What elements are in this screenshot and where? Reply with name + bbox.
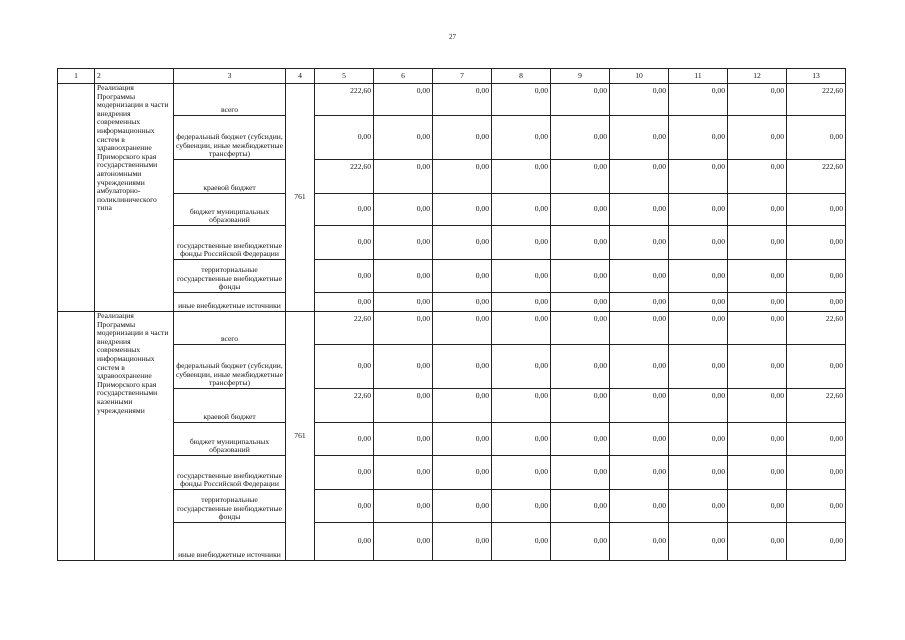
table-row (58, 389, 846, 423)
table-row (58, 456, 846, 490)
value-cell: 22,60 (315, 389, 374, 423)
value-cell: 0,00 (492, 84, 551, 116)
value-cell: 0,00 (551, 293, 610, 312)
funding-source: территориальные государственные внебюджетные фонды (174, 260, 286, 293)
value-cell: 0,00 (787, 226, 846, 260)
value-cell: 0,00 (669, 260, 728, 293)
value-cell: 0,00 (610, 389, 669, 423)
value-cell: 0,00 (433, 194, 492, 226)
value-cell: 0,00 (315, 260, 374, 293)
value-cell: 0,00 (787, 456, 846, 490)
page-number: 27 (449, 33, 456, 41)
table-row (58, 84, 846, 116)
value-cell: 0,00 (787, 260, 846, 293)
value-cell: 0,00 (315, 226, 374, 260)
value-cell: 0,00 (551, 456, 610, 490)
value-cell: 0,00 (787, 194, 846, 226)
value-cell: 0,00 (610, 260, 669, 293)
header-cell: 12 (728, 69, 787, 84)
value-cell: 0,00 (492, 389, 551, 423)
funding-source: всего (174, 84, 286, 116)
value-cell: 0,00 (433, 293, 492, 312)
value-cell: 222,60 (787, 160, 846, 194)
value-cell: 0,00 (374, 194, 433, 226)
value-cell: 0,00 (374, 160, 433, 194)
value-cell: 0,00 (315, 345, 374, 389)
table-row (58, 423, 846, 456)
value-cell: 0,00 (374, 293, 433, 312)
value-cell: 0,00 (610, 116, 669, 160)
value-cell: 0,00 (433, 260, 492, 293)
value-cell: 0,00 (433, 345, 492, 389)
value-cell: 0,00 (728, 160, 787, 194)
value-cell: 0,00 (315, 194, 374, 226)
table-row (58, 312, 846, 345)
value-cell: 0,00 (551, 490, 610, 523)
value-cell: 0,00 (492, 116, 551, 160)
header-cell: 1 (58, 69, 95, 84)
value-cell: 0,00 (374, 226, 433, 260)
header-cell: 10 (610, 69, 669, 84)
value-cell: 0,00 (315, 116, 374, 160)
value-cell: 0,00 (787, 116, 846, 160)
value-cell: 0,00 (669, 523, 728, 561)
table-row (58, 523, 846, 561)
table-row (58, 293, 846, 312)
value-cell: 0,00 (492, 260, 551, 293)
budget-table (57, 68, 846, 561)
value-cell: 0,00 (492, 160, 551, 194)
value-cell: 222,60 (315, 160, 374, 194)
value-cell: 0,00 (551, 84, 610, 116)
value-cell: 0,00 (374, 523, 433, 561)
budget-code: 761 (286, 84, 315, 312)
header-cell: 3 (174, 69, 286, 84)
value-cell: 0,00 (787, 523, 846, 561)
value-cell: 0,00 (610, 312, 669, 345)
value-cell: 0,00 (669, 456, 728, 490)
header-cell: 13 (787, 69, 846, 84)
value-cell: 0,00 (551, 389, 610, 423)
value-cell: 0,00 (787, 490, 846, 523)
funding-source: всего (174, 312, 286, 345)
row-number-cell (58, 84, 95, 312)
value-cell: 0,00 (374, 423, 433, 456)
header-cell: 11 (669, 69, 728, 84)
funding-source: государственные внебюджетные фонды Российской Федерации (174, 456, 286, 490)
value-cell: 0,00 (728, 116, 787, 160)
value-cell: 0,00 (315, 423, 374, 456)
value-cell: 0,00 (728, 194, 787, 226)
value-cell: 0,00 (315, 293, 374, 312)
table-row (58, 160, 846, 194)
value-cell: 0,00 (669, 226, 728, 260)
header-cell: 5 (315, 69, 374, 84)
value-cell: 0,00 (610, 423, 669, 456)
value-cell: 0,00 (374, 260, 433, 293)
value-cell: 0,00 (315, 490, 374, 523)
value-cell: 0,00 (728, 423, 787, 456)
value-cell: 0,00 (610, 523, 669, 561)
header-row (58, 69, 846, 84)
value-cell: 0,00 (728, 456, 787, 490)
value-cell: 0,00 (610, 194, 669, 226)
value-cell: 0,00 (669, 423, 728, 456)
value-cell: 0,00 (551, 160, 610, 194)
value-cell: 0,00 (669, 389, 728, 423)
value-cell: 0,00 (551, 260, 610, 293)
value-cell: 0,00 (669, 345, 728, 389)
table-row (58, 226, 846, 260)
value-cell: 0,00 (728, 293, 787, 312)
value-cell: 0,00 (492, 456, 551, 490)
value-cell: 0,00 (374, 116, 433, 160)
value-cell: 0,00 (728, 345, 787, 389)
value-cell: 0,00 (728, 389, 787, 423)
value-cell: 0,00 (669, 194, 728, 226)
value-cell: 0,00 (669, 293, 728, 312)
value-cell: 0,00 (610, 293, 669, 312)
funding-source: территориальные государственные внебюджетные фонды (174, 490, 286, 523)
value-cell: 0,00 (551, 312, 610, 345)
value-cell: 0,00 (492, 523, 551, 561)
value-cell: 0,00 (433, 523, 492, 561)
value-cell: 0,00 (669, 84, 728, 116)
program-description: Реализация Программы модернизации в части внедрения современных информационных систем в здравоохранение Приморского края государственными автономными учреждениями амбулаторно-поликлинического типа (95, 84, 174, 312)
value-cell: 22,60 (787, 389, 846, 423)
header-cell: 4 (286, 69, 315, 84)
table-row (58, 260, 846, 293)
value-cell: 0,00 (787, 293, 846, 312)
value-cell: 0,00 (610, 84, 669, 116)
table-row (58, 345, 846, 389)
value-cell: 0,00 (551, 226, 610, 260)
value-cell: 222,60 (787, 84, 846, 116)
value-cell: 0,00 (787, 345, 846, 389)
value-cell: 0,00 (433, 84, 492, 116)
funding-source: иные внебюджетные источники (174, 293, 286, 312)
value-cell: 0,00 (374, 490, 433, 523)
funding-source: бюджет муниципальных образований (174, 194, 286, 226)
table-row (58, 116, 846, 160)
value-cell: 0,00 (610, 345, 669, 389)
value-cell: 0,00 (374, 84, 433, 116)
funding-source: федеральный бюджет (субсидии, субвенции, иные межбюджетные трансферты) (174, 345, 286, 389)
table-body (58, 69, 846, 561)
value-cell: 0,00 (492, 194, 551, 226)
value-cell: 0,00 (374, 389, 433, 423)
value-cell: 0,00 (492, 490, 551, 523)
value-cell: 0,00 (492, 423, 551, 456)
value-cell: 0,00 (433, 456, 492, 490)
value-cell: 0,00 (315, 456, 374, 490)
table-row (58, 490, 846, 523)
value-cell: 22,60 (787, 312, 846, 345)
funding-source: государственные внебюджетные фонды Российской Федерации (174, 226, 286, 260)
value-cell: 0,00 (610, 226, 669, 260)
value-cell: 0,00 (433, 226, 492, 260)
value-cell: 0,00 (433, 160, 492, 194)
value-cell: 0,00 (433, 490, 492, 523)
header-cell: 6 (374, 69, 433, 84)
value-cell: 0,00 (433, 312, 492, 345)
value-cell: 0,00 (728, 84, 787, 116)
value-cell: 0,00 (610, 160, 669, 194)
value-cell: 0,00 (728, 226, 787, 260)
row-number-cell (58, 312, 95, 561)
value-cell: 0,00 (433, 389, 492, 423)
value-cell: 0,00 (492, 345, 551, 389)
value-cell: 0,00 (787, 423, 846, 456)
value-cell: 0,00 (728, 312, 787, 345)
value-cell: 0,00 (669, 160, 728, 194)
value-cell: 0,00 (551, 423, 610, 456)
value-cell: 0,00 (374, 345, 433, 389)
value-cell: 0,00 (492, 293, 551, 312)
value-cell: 0,00 (669, 312, 728, 345)
funding-source: краевой бюджет (174, 389, 286, 423)
funding-source: краевой бюджет (174, 160, 286, 194)
value-cell: 0,00 (551, 345, 610, 389)
value-cell: 0,00 (610, 456, 669, 490)
header-cell: 9 (551, 69, 610, 84)
value-cell: 0,00 (492, 312, 551, 345)
value-cell: 0,00 (374, 312, 433, 345)
value-cell: 0,00 (669, 490, 728, 523)
value-cell: 22,60 (315, 312, 374, 345)
value-cell: 0,00 (433, 423, 492, 456)
value-cell: 0,00 (374, 456, 433, 490)
value-cell: 0,00 (433, 116, 492, 160)
funding-source: федеральный бюджет (субсидии, субвенции, иные межбюджетные трансферты) (174, 116, 286, 160)
value-cell: 0,00 (551, 523, 610, 561)
header-cell: 2 (95, 69, 174, 84)
program-description: Реализация Программы модернизации в части внедрения современных информационных систем в здравоохранение Приморского края государственными казенными учреждениями (95, 312, 174, 561)
value-cell: 0,00 (315, 523, 374, 561)
header-cell: 7 (433, 69, 492, 84)
value-cell: 0,00 (728, 260, 787, 293)
value-cell: 0,00 (551, 116, 610, 160)
budget-code: 761 (286, 312, 315, 561)
value-cell: 222,60 (315, 84, 374, 116)
value-cell: 0,00 (728, 490, 787, 523)
value-cell: 0,00 (492, 226, 551, 260)
funding-source: иные внебюджетные источники (174, 523, 286, 561)
value-cell: 0,00 (610, 490, 669, 523)
value-cell: 0,00 (669, 116, 728, 160)
value-cell: 0,00 (728, 523, 787, 561)
table-row (58, 194, 846, 226)
header-cell: 8 (492, 69, 551, 84)
funding-source: бюджет муниципальных образований (174, 423, 286, 456)
value-cell: 0,00 (551, 194, 610, 226)
